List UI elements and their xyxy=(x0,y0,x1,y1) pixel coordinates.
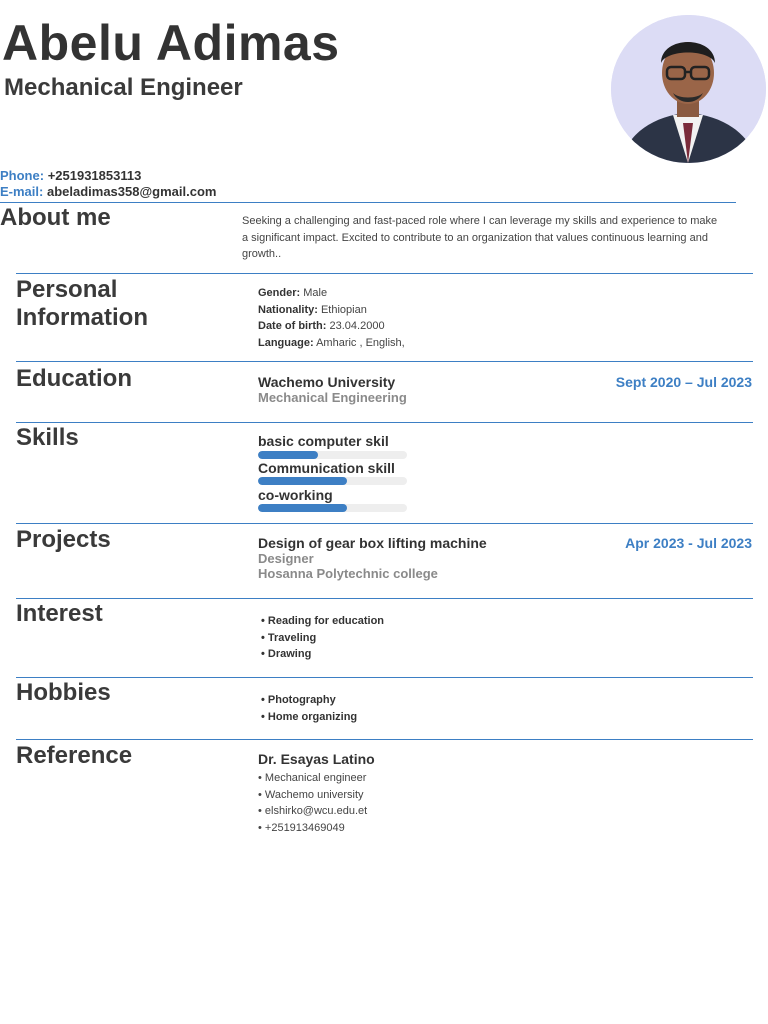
skill-bar xyxy=(258,504,407,512)
section-title-about: About me xyxy=(0,204,111,231)
divider xyxy=(16,598,753,599)
section-title-personal-line2: Information xyxy=(16,304,148,331)
divider xyxy=(0,202,736,203)
skill-name: Communication skill xyxy=(258,460,395,476)
list-item: • +251913469049 xyxy=(258,821,345,834)
list-item: • Traveling xyxy=(261,631,317,644)
education-date: Sept 2020 – Jul 2023 xyxy=(615,374,752,390)
list-item: • Home organizing xyxy=(261,710,358,723)
about-text: Seeking a challenging and fast-paced role where I can leverage my skills and experience to make a significant impact. Excited to contribute to an organization that values continuous learning and growth.. xyxy=(242,215,718,260)
reference-list xyxy=(258,770,367,836)
education-institution: Wachemo University xyxy=(258,374,396,390)
section-title-projects: Projects xyxy=(16,526,111,553)
section-title-education: Education xyxy=(16,365,133,392)
section-title-hobbies: Hobbies xyxy=(16,679,111,706)
skill-bar xyxy=(258,451,407,459)
section-title-interest: Interest xyxy=(16,600,103,627)
hobbies-list xyxy=(261,692,357,725)
info-dob: Date of birth: 23.04.2000 xyxy=(258,320,385,332)
skill-bar xyxy=(258,477,407,485)
section-title-personal xyxy=(16,276,148,332)
person-avatar-icon xyxy=(611,15,766,163)
divider xyxy=(16,361,753,362)
phone-value[interactable]: +251931853113 xyxy=(47,168,142,183)
skill-bar-fill xyxy=(258,504,347,512)
list-item: • Mechanical engineer xyxy=(258,772,367,784)
contact-email xyxy=(0,184,216,199)
reference-name: Dr. Esayas Latino xyxy=(258,751,375,767)
divider xyxy=(16,739,753,740)
phone-label: Phone: xyxy=(0,168,45,183)
email-label: E-mail: xyxy=(0,184,44,199)
resume-name: Abelu Adimas xyxy=(2,15,340,71)
list-item: • Wachemo university xyxy=(258,788,364,801)
email-value[interactable]: abeladimas358@gmail.com xyxy=(46,184,217,199)
list-item: • Drawing xyxy=(261,648,312,660)
education-field: Mechanical Engineering xyxy=(258,390,407,405)
info-language: Language: Amharic , English, xyxy=(258,336,405,349)
divider xyxy=(16,273,753,274)
skill-name: basic computer skil xyxy=(258,433,389,449)
list-item[interactable]: • elshirko@wcu.edu.et xyxy=(258,805,368,817)
personal-info-list xyxy=(258,285,405,351)
list-item: • Reading for education xyxy=(261,615,385,627)
info-gender: Gender: Male xyxy=(258,287,328,299)
list-item: • Photography xyxy=(261,694,336,706)
interest-list xyxy=(261,613,384,663)
divider xyxy=(16,677,753,678)
divider xyxy=(16,523,753,524)
section-title-reference: Reference xyxy=(16,742,133,769)
divider xyxy=(16,422,753,423)
info-nationality: Nationality: Ethiopian xyxy=(258,303,367,316)
section-title-personal-line1: Personal xyxy=(16,276,118,303)
contact-phone xyxy=(0,168,141,183)
skill-bar-fill xyxy=(258,477,347,485)
project-date: Apr 2023 - Jul 2023 xyxy=(625,535,752,551)
skill-bar-fill xyxy=(258,451,318,459)
project-role: Designer xyxy=(258,551,314,566)
profile-photo xyxy=(611,15,766,163)
project-name: Design of gear box lifting machine xyxy=(258,535,487,551)
section-title-skills: Skills xyxy=(16,424,79,451)
job-title: Mechanical Engineer xyxy=(4,74,243,101)
skill-name: co-working xyxy=(258,487,333,503)
project-place: Hosanna Polytechnic college xyxy=(258,566,438,581)
